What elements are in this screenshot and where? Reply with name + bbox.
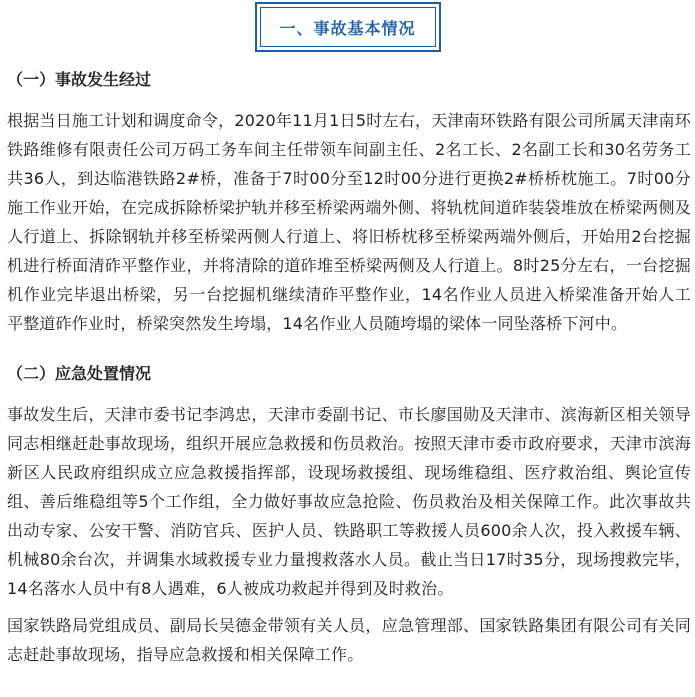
heading-accident-process: （一）事故发生经过 (7, 70, 152, 89)
title-outer-frame (255, 2, 441, 52)
paragraph-accident-process: 根据当日施工计划和调度命令，2020年11月1日5时左右，天津南环铁路有限公司所属天津南环铁路维修有限责任公司万码工务车间主任带领车间副主任、2名工长、2名副工长和30名劳务工共36人，到达临港铁路2#桥，准备于7时00分至12时00分进行更换2#桥桥枕施工。7时00分施工作业开始，在完成拆除桥梁护轨并移至桥梁两端外侧、将轨枕间道砟装袋堆放在桥梁两侧及人行道上、拆除钢轨并移至桥梁两侧人行道上、将旧桥枕移至桥梁两端外侧后，开始用2台挖掘机进行桥面清砟平整作业，并将清除的道砟堆至桥梁两侧及人行道上。8时25分左右，一台挖掘机作业完毕退出桥梁，另一台挖掘机继续清砟平整作业，14名作业人员进入桥梁准备开始人工平整道砟作业时，桥梁突然发生垮塌，14名作业人员随垮塌的梁体一同坠落桥下河中。 (7, 111, 691, 333)
paragraph-emergency-response: 事故发生后，天津市委书记李鸿忠，天津市委副书记、市长廖国勋及天津市、滨海新区相关领导同志相继赶赴事故现场，组织开展应急救援和伤员救治。按照天津市委市政府要求，天津市滨海新区人民政府组织成立应急救援指挥部，设现场救援组、现场维稳组、医疗救治组、舆论宣传组、善后维稳组等5个工作组，全力做好事故应急抢险、伤员救治及相关保障工作。此次事故共出动专家、公安干警、消防官兵、医护人员、铁路职工等救援人员600余人次，投入救援车辆、机械80余台次，并调集水域救援专业力量搜救落水人员。截止当日17时35分，现场搜救完毕，14名落水人员中有8人遇难，6人被成功救起并得到及时救治。 (7, 405, 691, 598)
section-title: 一、事故基本情况 (260, 7, 436, 47)
heading-emergency-response: （二）应急处置情况 (7, 364, 152, 383)
title-banner (0, 2, 695, 52)
paragraph-railway-bureau: 国家铁路局党组成员、副局长吴德金带领有关人员，应急管理部、国家铁路集团有限公司有关同志赶赴事故现场，指导应急救援和相关保障工作。 (7, 616, 691, 664)
document-body (7, 60, 691, 677)
